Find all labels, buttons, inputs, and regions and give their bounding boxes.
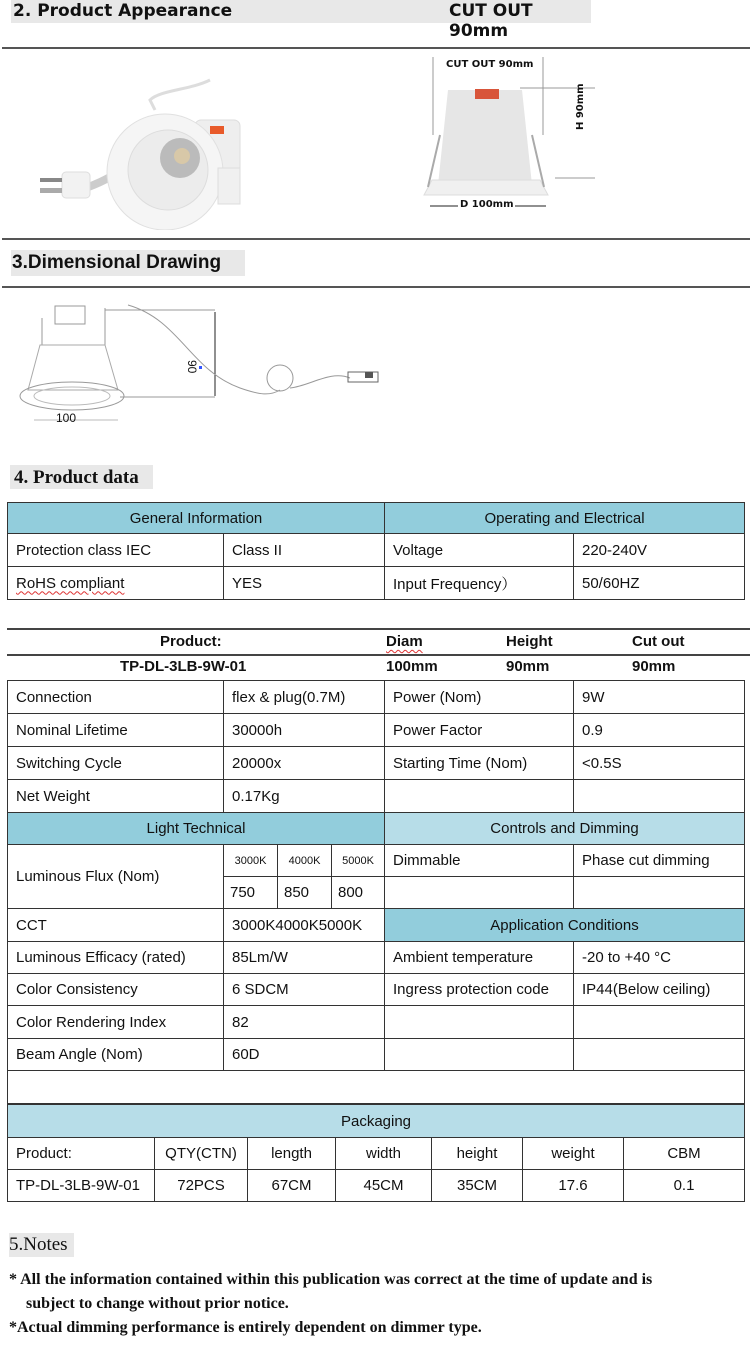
spec-key: Voltage — [385, 534, 574, 567]
section-title-drawing: 3.Dimensional Drawing — [12, 252, 222, 273]
drawing-height-dim: 90 — [185, 360, 199, 374]
section-title-drawing-bar — [11, 250, 245, 276]
packaging-col-qty: QTY(CTN) — [155, 1138, 248, 1170]
spec-value: 82 — [224, 1006, 385, 1039]
flux-label: Luminous Flux (Nom) — [8, 845, 224, 909]
diagram-height-label: H 90mm — [575, 83, 586, 130]
product-code: TP-DL-3LB-9W-01 — [120, 658, 247, 675]
diam-label: Diam — [386, 633, 423, 650]
cutout-label: Cut out — [632, 633, 685, 650]
controls-header: Controls and Dimming — [385, 813, 745, 845]
divider — [2, 238, 750, 240]
packaging-table — [7, 1104, 745, 1202]
packaging-length: 67CM — [248, 1170, 336, 1202]
general-info-header: General Information — [8, 503, 385, 534]
spec-value: 220-240V — [574, 534, 745, 567]
packaging-col-cbm: CBM — [624, 1138, 745, 1170]
spec-value: flex & plug(0.7M) — [224, 681, 385, 714]
packaging-qty: 72PCS — [155, 1170, 248, 1202]
spec-key: Net Weight — [8, 780, 224, 813]
packaging-col-width: width — [336, 1138, 432, 1170]
cutout-value: 90mm — [632, 658, 676, 675]
section-title-product-data-bar — [10, 465, 153, 489]
spec-key: Protection class IEC — [8, 534, 224, 567]
spec-value: 0.9 — [574, 714, 745, 747]
drawing-width-dim: 100 — [56, 411, 77, 425]
packaging-col-product: Product: — [8, 1138, 155, 1170]
spec-key: CCT — [8, 909, 224, 942]
spec-value: 20000x — [224, 747, 385, 780]
spec-key: Beam Angle (Nom) — [8, 1039, 224, 1071]
spec-key: Input Frequency） — [385, 567, 574, 600]
spec-key-text: RoHS compliant — [16, 574, 125, 592]
spec-key: Nominal Lifetime — [8, 714, 224, 747]
note-1-continued: subject to change without prior notice. — [26, 1295, 289, 1312]
section-title-notes: 5.Notes — [9, 1234, 68, 1255]
spec-table — [7, 680, 745, 1104]
spec-key — [385, 1039, 574, 1071]
spec-value: 85Lm/W — [224, 942, 385, 974]
cct-4000: 4000K — [278, 845, 332, 877]
product-label: Product: — [160, 633, 222, 650]
spec-key: Power (Nom) — [385, 681, 574, 714]
spec-key: Power Factor — [385, 714, 574, 747]
packaging-header: Packaging — [8, 1105, 745, 1138]
packaging-col-length: length — [248, 1138, 336, 1170]
section-title-appearance-bar — [11, 0, 591, 41]
packaging-height: 35CM — [432, 1170, 523, 1202]
flux-5000: 800 — [332, 877, 385, 909]
flux-4000: 850 — [278, 877, 332, 909]
section-title-appearance: 2. Product Appearance — [13, 1, 233, 21]
diagram-cutout-label: CUT OUT 90mm — [446, 59, 534, 70]
note-1: * All the information contained within this publication was correct at the time of update and is — [9, 1271, 653, 1288]
packaging-col-height: height — [432, 1138, 523, 1170]
application-conditions-header: Application Conditions — [385, 909, 745, 942]
empty-cell — [574, 877, 745, 909]
flux-3000: 750 — [224, 877, 278, 909]
spec-key: Luminous Efficacy (rated) — [8, 942, 224, 974]
spec-key — [385, 780, 574, 813]
spec-key: Switching Cycle — [8, 747, 224, 780]
spec-value: 3000K4000K5000K — [224, 909, 385, 942]
general-info-table — [7, 502, 745, 600]
spec-key: Starting Time (Nom) — [385, 747, 574, 780]
operating-header: Operating and Electrical — [385, 503, 745, 534]
packaging-width: 45CM — [336, 1170, 432, 1202]
divider — [2, 47, 750, 49]
dimension-diagram — [410, 55, 610, 215]
spec-value: 50/60HZ — [574, 567, 745, 600]
empty-row — [8, 1071, 745, 1104]
dimmable-label: Dimmable — [385, 845, 574, 877]
height-label: Height — [506, 633, 553, 650]
spec-value — [574, 1006, 745, 1039]
spec-value: <0.5S — [574, 747, 745, 780]
spec-key: Color Rendering Index — [8, 1006, 224, 1039]
section-title-product-data: 4. Product data — [14, 467, 139, 488]
dimmable-value: Phase cut dimming — [574, 845, 745, 877]
spec-key: Ingress protection code — [385, 974, 574, 1006]
downlight-photo — [20, 60, 250, 230]
spec-value: 30000h — [224, 714, 385, 747]
spec-key — [385, 1006, 574, 1039]
spec-key — [8, 567, 224, 600]
diagram-diameter-label: D 100mm — [460, 199, 514, 210]
spec-value: -20 to +40 °C — [574, 942, 745, 974]
divider — [2, 286, 750, 288]
packaging-col-weight: weight — [523, 1138, 624, 1170]
spec-value: IP44(Below ceiling) — [574, 974, 745, 1006]
spec-value — [574, 780, 745, 813]
spec-value: 9W — [574, 681, 745, 714]
packaging-weight: 17.6 — [523, 1170, 624, 1202]
diam-value: 100mm — [386, 658, 438, 675]
spec-value: 60D — [224, 1039, 385, 1071]
divider — [7, 654, 750, 656]
height-value: 90mm — [506, 658, 550, 675]
spec-value — [574, 1039, 745, 1071]
spec-key: Color Consistency — [8, 974, 224, 1006]
spec-value: YES — [224, 567, 385, 600]
spec-key: Connection — [8, 681, 224, 714]
light-technical-header: Light Technical — [8, 813, 385, 845]
packaging-cbm: 0.1 — [624, 1170, 745, 1202]
spec-value: Class II — [224, 534, 385, 567]
packaging-product: TP-DL-3LB-9W-01 — [8, 1170, 155, 1202]
section-title-notes-bar — [9, 1233, 74, 1257]
note-2: *Actual dimming performance is entirely dependent on dimmer type. — [9, 1319, 482, 1336]
product-header-row — [8, 633, 748, 653]
cutout-title: CUT OUT 90mm — [449, 1, 533, 41]
spec-key: Ambient temperature — [385, 942, 574, 974]
spec-value: 6 SDCM — [224, 974, 385, 1006]
divider — [7, 628, 750, 630]
product-values-row — [8, 658, 748, 678]
cct-3000: 3000K — [224, 845, 278, 877]
cct-5000: 5000K — [332, 845, 385, 877]
spec-value: 0.17Kg — [224, 780, 385, 813]
empty-cell — [385, 877, 574, 909]
